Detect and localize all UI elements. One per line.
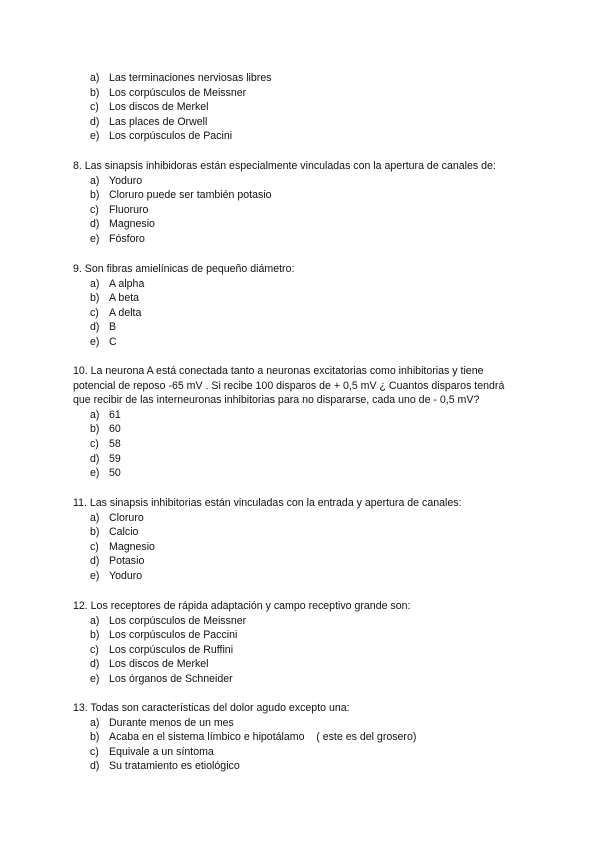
option-letter: e) xyxy=(90,232,100,245)
option-text: A alpha xyxy=(109,277,145,290)
option-text: Magnesio xyxy=(109,218,155,231)
q8-option-e xyxy=(90,232,496,247)
option-text: Las terminaciones nerviosas libres xyxy=(109,72,272,84)
option-text: Calcio xyxy=(109,526,139,539)
q12-option-b xyxy=(90,628,410,643)
option-letter: d) xyxy=(90,555,100,568)
option-letter: d) xyxy=(90,658,100,671)
q11-option-c xyxy=(90,540,461,555)
option-letter: b) xyxy=(90,423,100,436)
q9-options xyxy=(90,277,294,350)
option-letter: b) xyxy=(90,189,100,202)
q11-option-b xyxy=(90,525,461,540)
option-letter: a) xyxy=(90,716,100,729)
option-letter: b) xyxy=(90,86,100,99)
q9-option-d xyxy=(90,320,294,335)
option-text: Potasio xyxy=(109,555,145,568)
option-text: 61 xyxy=(109,408,121,421)
q8-option-b xyxy=(90,188,496,203)
option-letter: b) xyxy=(90,292,100,305)
q12-option-a xyxy=(90,614,410,629)
option-text: Yoduro xyxy=(109,569,143,582)
q10-option-d xyxy=(90,452,523,467)
q13-option-a xyxy=(90,716,350,731)
q13-option-b xyxy=(90,730,417,745)
q9-option-e xyxy=(90,335,294,350)
option-letter: d) xyxy=(90,218,100,231)
question-stem: 12. Los receptores de rápida adaptación y campo receptivo grande son: xyxy=(73,600,411,612)
option-letter: a) xyxy=(90,614,100,627)
option-text: Cloruro puede ser también potasio xyxy=(109,189,272,202)
question-10 xyxy=(73,364,523,481)
question-stem-line-3: que recibir de las interneuronas inhibitorias para no dispararse, cada uno de - 0,5 mV? xyxy=(73,394,480,407)
q10-option-e xyxy=(90,466,523,481)
q12-options xyxy=(90,614,410,687)
q9-option-b xyxy=(90,291,294,306)
q9-option-c xyxy=(90,306,294,321)
q8-option-a xyxy=(90,174,496,189)
option-letter: c) xyxy=(90,745,99,758)
option-text: Yoduro xyxy=(109,174,143,187)
question-9 xyxy=(73,262,294,350)
option-letter: c) xyxy=(90,643,99,656)
option-text: Fluoruro xyxy=(109,203,149,216)
option-text: Su tratamiento es etiológico xyxy=(109,760,240,773)
option-letter: d) xyxy=(90,760,100,773)
option-text: 50 xyxy=(109,467,121,480)
q12-option-d xyxy=(90,657,410,672)
option-letter: e) xyxy=(90,335,100,348)
q13-option-c xyxy=(90,745,350,760)
option-letter: a) xyxy=(90,72,100,84)
q11-options xyxy=(90,511,461,584)
q12-option-c xyxy=(90,643,410,658)
option-text: 58 xyxy=(109,437,121,450)
q9-option-a xyxy=(90,277,294,292)
question-stem-line-1: 10. La neurona A está conectada tanto a neuronas excitatorias como inhibitorias y tiene xyxy=(73,365,484,377)
option-text: Los corpúsculos de Meissner xyxy=(109,614,247,627)
option-letter: e) xyxy=(90,672,100,685)
option-letter: c) xyxy=(90,203,99,216)
option-text: Durante menos de un mes xyxy=(109,716,234,729)
q13-options xyxy=(90,716,417,774)
option-text: Los discos de Merkel xyxy=(109,101,209,114)
question-8 xyxy=(73,159,496,247)
question-12 xyxy=(73,599,410,687)
option-text: 60 xyxy=(109,423,121,436)
q10-option-b xyxy=(90,422,523,437)
option-letter: e) xyxy=(90,130,100,143)
option-text: Magnesio xyxy=(109,540,155,553)
option-text: Fósforo xyxy=(109,232,145,245)
q10-options xyxy=(90,408,523,481)
q8-option-d xyxy=(90,217,496,232)
option-letter: b) xyxy=(90,526,100,539)
question-stem-line-2: potencial de reposo -65 mV . Si recibe 100 disparos de + 0,5 mV ¿ Cuantos disparos tendrá xyxy=(73,379,505,392)
option-text: Cloruro xyxy=(109,511,144,524)
question-stem: 11. Las sinapsis inhibitorias están vinculadas con la entrada y apertura de canales: xyxy=(73,497,462,509)
option-letter: a) xyxy=(90,277,100,290)
question-stem: 9. Son fibras amielínicas de pequeño diámetro: xyxy=(73,263,295,275)
option-letter: e) xyxy=(90,569,100,582)
option-letter: a) xyxy=(90,511,100,524)
option-letter: c) xyxy=(90,437,99,450)
option-text: A delta xyxy=(109,306,142,319)
option-text: Los corpúsculos de Pacini xyxy=(109,130,233,143)
option-text: Los discos de Merkel xyxy=(109,658,209,671)
option-text: Los corpúsculos de Meissner xyxy=(109,86,247,99)
question-stem: 13. Todas son características del dolor agudo excepto una: xyxy=(73,702,350,714)
q8-options xyxy=(90,174,496,247)
q8-option-c xyxy=(90,203,496,218)
option-text: A beta xyxy=(109,292,140,305)
option-text: Los corpúsculos de Ruffini xyxy=(109,643,234,656)
option-text: Las places de Orwell xyxy=(109,115,208,128)
option-letter: c) xyxy=(90,540,99,553)
question-11 xyxy=(73,496,461,584)
q11-option-a xyxy=(90,511,461,526)
option-letter: b) xyxy=(90,629,100,642)
option-text: C xyxy=(109,335,117,348)
option-text: Equivale a un síntoma xyxy=(109,745,214,758)
q11-option-d xyxy=(90,554,461,569)
option-text: Acaba en el sistema límbico e hipotálamo ( este es del grosero) xyxy=(109,731,417,744)
q13-option-d xyxy=(90,759,350,774)
option-letter: e) xyxy=(90,467,100,480)
option-letter: d) xyxy=(90,452,100,465)
question-13 xyxy=(73,701,417,774)
option-text: B xyxy=(109,321,117,334)
option-letter: d) xyxy=(90,115,100,128)
option-letter: c) xyxy=(90,306,99,319)
q12-option-e xyxy=(90,672,410,687)
option-text: Los órganos de Schneider xyxy=(109,672,233,685)
q11-option-e xyxy=(90,569,461,584)
option-text: Los corpúsculos de Paccini xyxy=(109,629,238,642)
option-letter: d) xyxy=(90,321,100,334)
question-stem: 8. Las sinapsis inhibidoras están especialmente vinculadas con la apertura de canales de: xyxy=(73,160,496,172)
option-letter: a) xyxy=(90,174,100,187)
option-letter: a) xyxy=(90,408,100,421)
option-letter: b) xyxy=(90,731,100,744)
option-text: 59 xyxy=(109,452,121,465)
q10-option-a xyxy=(90,408,523,423)
q10-option-c xyxy=(90,437,523,452)
option-letter: c) xyxy=(90,101,99,114)
